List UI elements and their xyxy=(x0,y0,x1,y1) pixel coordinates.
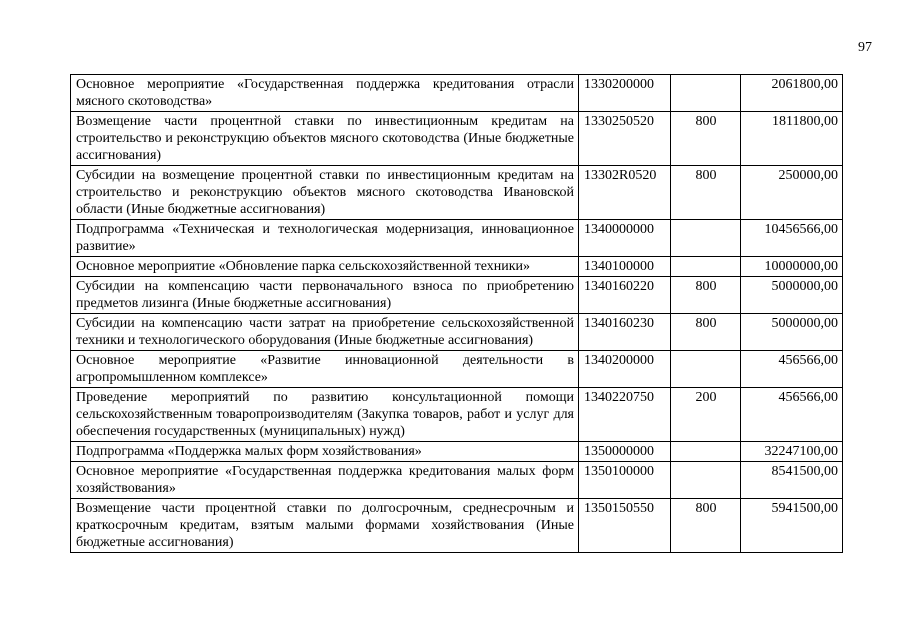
row-description: Субсидии на компенсацию части затрат на приобретение сельскохозяйственной техники и технологического оборудования (Иные бюджетные ассигнования) xyxy=(71,314,579,351)
row-target-code: 1340160230 xyxy=(579,314,671,351)
row-amount: 456566,00 xyxy=(741,388,843,442)
row-target-code: 1340100000 xyxy=(579,257,671,277)
row-amount: 2061800,00 xyxy=(741,75,843,112)
row-target-code: 1340220750 xyxy=(579,388,671,442)
row-target-code: 13302R0520 xyxy=(579,166,671,220)
table-row xyxy=(71,388,843,442)
row-target-code: 1350150550 xyxy=(579,499,671,553)
row-target-code: 1340200000 xyxy=(579,351,671,388)
row-amount: 250000,00 xyxy=(741,166,843,220)
table-row xyxy=(71,166,843,220)
row-expense-type: 800 xyxy=(671,277,741,314)
row-description: Основное мероприятие «Государственная поддержка кредитования малых форм хозяйствования» xyxy=(71,462,579,499)
row-amount: 5000000,00 xyxy=(741,314,843,351)
row-description: Субсидии на возмещение процентной ставки по инвестиционным кредитам на строительство и реконструкцию объектов мясного скотоводства Ивановской области (Иные бюджетные ассигнования) xyxy=(71,166,579,220)
row-target-code: 1340000000 xyxy=(579,220,671,257)
row-description: Проведение мероприятий по развитию консультационной помощи сельскохозяйственным товаропроизводителям (Закупка товаров, работ и услуг для обеспечения государственных (муниципальных) нужд) xyxy=(71,388,579,442)
row-description: Основное мероприятие «Обновление парка сельскохозяйственной техники» xyxy=(71,257,579,277)
row-expense-type: 800 xyxy=(671,166,741,220)
table-row xyxy=(71,112,843,166)
row-amount: 5941500,00 xyxy=(741,499,843,553)
row-expense-type xyxy=(671,220,741,257)
budget-table xyxy=(70,74,843,553)
row-amount: 10000000,00 xyxy=(741,257,843,277)
table-row xyxy=(71,499,843,553)
table-row xyxy=(71,442,843,462)
table-row xyxy=(71,277,843,314)
row-amount: 1811800,00 xyxy=(741,112,843,166)
row-target-code: 1350100000 xyxy=(579,462,671,499)
row-target-code: 1340160220 xyxy=(579,277,671,314)
row-description: Возмещение части процентной ставки по инвестиционным кредитам на строительство и реконструкцию объектов мясного скотоводства (Иные бюджетные ассигнования) xyxy=(71,112,579,166)
row-expense-type: 800 xyxy=(671,112,741,166)
table-row xyxy=(71,462,843,499)
row-expense-type xyxy=(671,75,741,112)
budget-table-body xyxy=(71,75,843,553)
row-target-code: 1350000000 xyxy=(579,442,671,462)
row-expense-type: 800 xyxy=(671,499,741,553)
page-number: 97 xyxy=(858,40,872,55)
row-amount: 8541500,00 xyxy=(741,462,843,499)
row-expense-type: 800 xyxy=(671,314,741,351)
row-amount: 456566,00 xyxy=(741,351,843,388)
table-row xyxy=(71,257,843,277)
row-expense-type xyxy=(671,442,741,462)
table-row xyxy=(71,351,843,388)
row-description: Подпрограмма «Техническая и технологическая модернизация, инновационное развитие» xyxy=(71,220,579,257)
row-description: Возмещение части процентной ставки по долгосрочным, среднесрочным и краткосрочным кредитам, взятым малыми формами хозяйствования (Иные бюджетные ассигнования) xyxy=(71,499,579,553)
row-expense-type xyxy=(671,351,741,388)
row-amount: 5000000,00 xyxy=(741,277,843,314)
row-description: Подпрограмма «Поддержка малых форм хозяйствования» xyxy=(71,442,579,462)
row-expense-type xyxy=(671,462,741,499)
row-description: Основное мероприятие «Государственная поддержка кредитования отрасли мясного скотоводства» xyxy=(71,75,579,112)
row-description: Основное мероприятие «Развитие инновационной деятельности в агропромышленном комплексе» xyxy=(71,351,579,388)
row-target-code: 1330250520 xyxy=(579,112,671,166)
row-target-code: 1330200000 xyxy=(579,75,671,112)
row-amount: 10456566,00 xyxy=(741,220,843,257)
row-expense-type: 200 xyxy=(671,388,741,442)
table-row xyxy=(71,75,843,112)
table-row xyxy=(71,314,843,351)
row-description: Субсидии на компенсацию части первоначального взноса по приобретению предметов лизинга (Иные бюджетные ассигнования) xyxy=(71,277,579,314)
table-row xyxy=(71,220,843,257)
row-amount: 32247100,00 xyxy=(741,442,843,462)
row-expense-type xyxy=(671,257,741,277)
